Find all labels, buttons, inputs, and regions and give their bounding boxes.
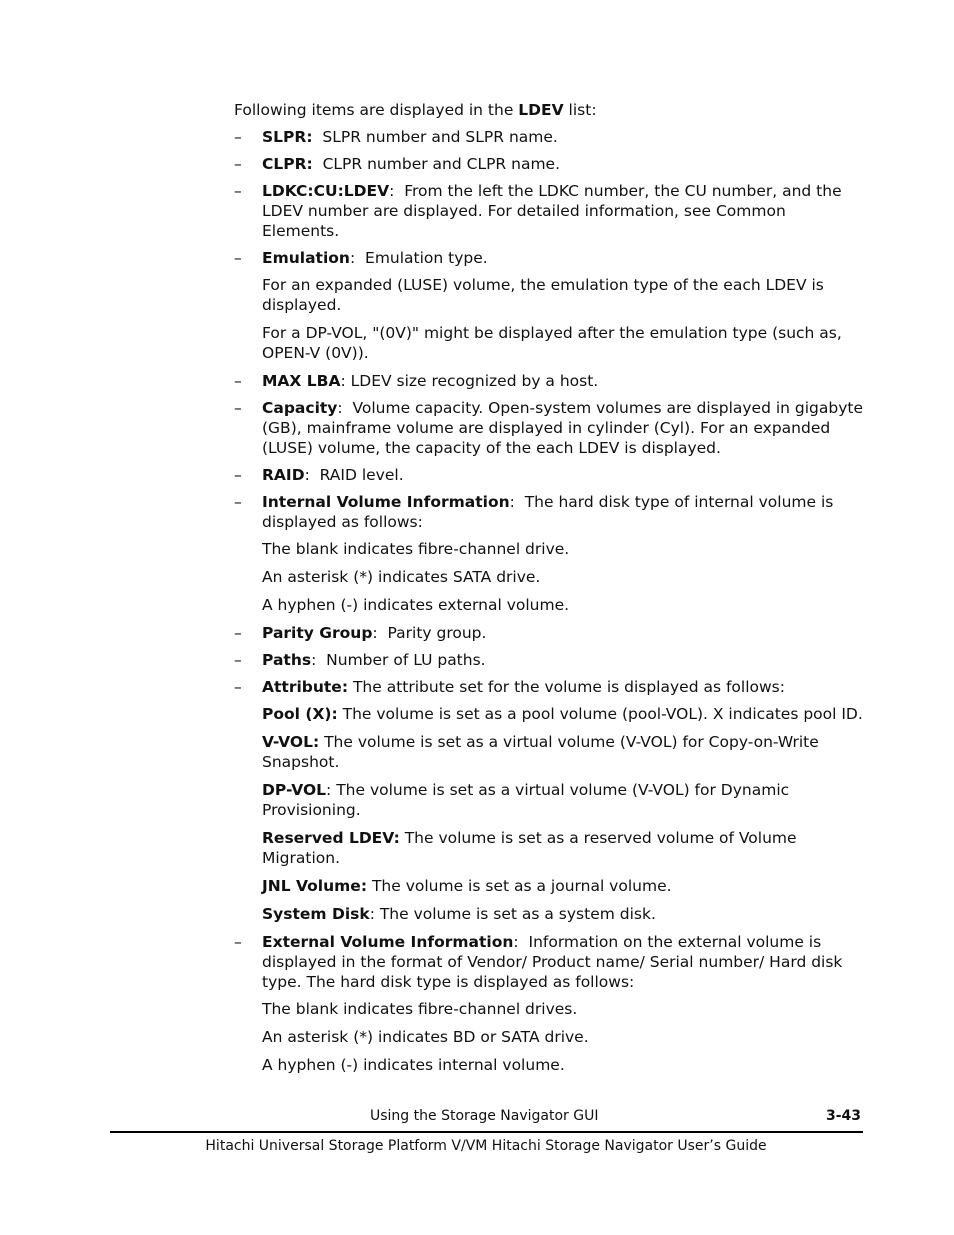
external-note-3: A hyphen (-) indicates internal volume. <box>262 1056 565 1074</box>
attribute-system-disk <box>234 904 864 924</box>
description: The volume is set as a pool volume (pool-VOL). X indicates pool ID. <box>337 705 863 723</box>
description: : RAID level. <box>304 466 404 484</box>
footer-section-title: Using the Storage Navigator GUI <box>370 1108 599 1124</box>
list-item-paths <box>234 650 864 670</box>
intro-text: Following items are displayed in the <box>234 101 519 119</box>
bullet-dash: – <box>234 651 242 669</box>
internal-note-1: The blank indicates fibre-channel drive. <box>262 540 570 558</box>
list-item-maxlba <box>234 371 864 391</box>
list-item-raid <box>234 465 864 485</box>
bullet-dash: – <box>234 399 242 417</box>
bullet-dash: – <box>234 249 242 267</box>
internal-note-2: An asterisk (*) indicates SATA drive. <box>262 568 541 586</box>
list-item-ldkc <box>234 181 864 241</box>
attribute-pool <box>234 704 864 724</box>
bullet-dash: – <box>234 155 242 173</box>
attribute-jnl-volume <box>234 876 864 896</box>
intro-paragraph <box>234 100 864 120</box>
intro-text-end: list: <box>563 101 597 119</box>
term: Attribute: <box>262 678 349 696</box>
bullet-dash: – <box>234 128 242 146</box>
description: SLPR number and SLPR name. <box>312 128 558 146</box>
description: : From the left the LDKC number, the CU number, and the LDEV number are displayed. For detailed information, see Common Elements. <box>262 182 847 240</box>
description: The volume is set as a virtual volume (V-VOL) for Copy-on-Write Snapshot. <box>262 733 824 771</box>
document-body <box>234 100 868 1083</box>
description: : Information on the external volume is displayed in the format of Vendor/ Product name/ Serial number/ Hard disk type. The hard disk type is displayed as follows: <box>262 933 848 991</box>
description: : Number of LU paths. <box>311 651 486 669</box>
list-item-attribute <box>234 677 864 697</box>
bullet-dash: – <box>234 624 242 642</box>
term: LDKC:CU:LDEV <box>262 182 390 200</box>
term: Reserved LDEV: <box>262 829 400 847</box>
description: : Emulation type. <box>349 249 488 267</box>
list-item-internal-volume <box>234 492 864 532</box>
description: : The hard disk type of internal volume is displayed as follows: <box>262 493 839 531</box>
attribute-reserved-ldev <box>234 828 864 868</box>
list-item-capacity <box>234 398 868 458</box>
bullet-dash: – <box>234 372 242 390</box>
description: : Parity group. <box>372 624 487 642</box>
description: : Volume capacity. Open-system volumes are displayed in gigabyte (GB), mainframe volume are displayed in cylinder (Cyl). For an expanded (LUSE) volume, the capacity of the each LDEV is displayed. <box>262 399 868 457</box>
footer-guide-title: Hitachi Universal Storage Platform V/VM Hitachi Storage Navigator User’s Guide <box>205 1138 767 1154</box>
description: : The volume is set as a system disk. <box>369 905 656 923</box>
attribute-dpvol <box>234 780 864 820</box>
bullet-dash: – <box>234 678 242 696</box>
term: Emulation <box>262 249 350 267</box>
bullet-dash: – <box>234 933 242 951</box>
term: Capacity <box>262 399 338 417</box>
external-note-2: An asterisk (*) indicates BD or SATA drive. <box>262 1028 589 1046</box>
term: Parity Group <box>262 624 373 642</box>
page-number: 3-43 <box>825 1108 861 1124</box>
list-item-parity-group <box>234 623 864 643</box>
term: CLPR: <box>262 155 313 173</box>
list-item-emulation <box>234 248 864 268</box>
external-note-1: The blank indicates fibre-channel drives. <box>262 1000 578 1018</box>
bullet-dash: – <box>234 182 242 200</box>
list-item-external-volume <box>234 932 864 992</box>
term: MAX LBA <box>262 372 341 390</box>
term: RAID <box>262 466 305 484</box>
term: DP-VOL <box>262 781 327 799</box>
description: : LDEV size recognized by a host. <box>340 372 599 390</box>
term: Paths <box>262 651 312 669</box>
footer-divider <box>110 1131 863 1133</box>
intro-bold: LDEV <box>518 101 564 119</box>
description: : The volume is set as a virtual volume (V-VOL) for Dynamic Provisioning. <box>262 781 795 819</box>
term: Pool (X): <box>262 705 338 723</box>
attribute-vvol <box>234 732 864 772</box>
term: External Volume Information <box>262 933 514 951</box>
internal-note-3: A hyphen (-) indicates external volume. <box>262 596 570 614</box>
bullet-dash: – <box>234 466 242 484</box>
bullet-dash: – <box>234 493 242 511</box>
term: SLPR: <box>262 128 313 146</box>
list-item-clpr <box>234 154 864 174</box>
list-item-slpr <box>234 127 864 147</box>
emulation-note-2: For a DP-VOL, "(0V)" might be displayed after the emulation type (such as, OPEN-V (0V)). <box>262 324 842 362</box>
description: The volume is set as a reserved volume of Volume Migration. <box>262 829 802 867</box>
term: System Disk <box>262 905 370 923</box>
term: V-VOL: <box>262 733 320 751</box>
emulation-note-1: For an expanded (LUSE) volume, the emulation type of the each LDEV is displayed. <box>262 276 824 314</box>
term: JNL Volume: <box>262 877 368 895</box>
term: Internal Volume Information <box>262 493 510 511</box>
description: CLPR number and CLPR name. <box>312 155 561 173</box>
description: The attribute set for the volume is displayed as follows: <box>348 678 785 696</box>
description: The volume is set as a journal volume. <box>367 877 672 895</box>
